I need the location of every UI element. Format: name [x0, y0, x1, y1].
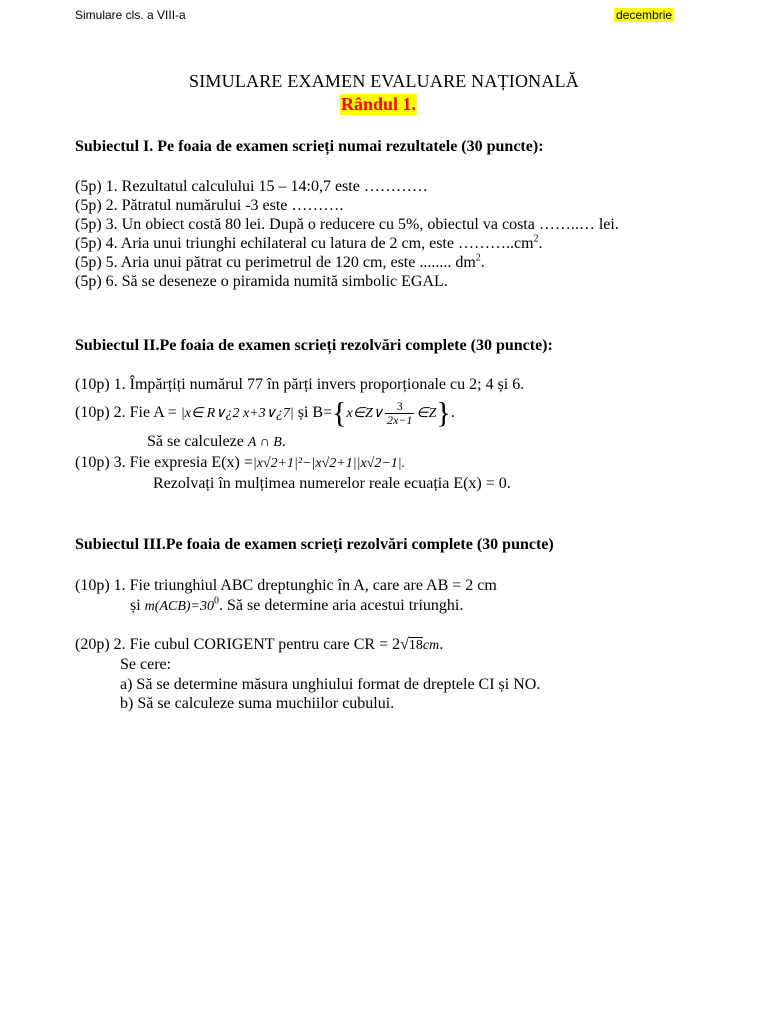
- s2-item-3: [75, 454, 405, 472]
- s2-item-1: (10p) 1. Împărțiți numărul 77 în părți invers proporționale cu 2; 4 și 6.: [75, 376, 525, 393]
- set-b-suffix: ∈Z: [416, 406, 437, 422]
- s3-item-2-label: (20p) 2. Fie cubul CORIGENT pentru care CR = 2: [75, 636, 401, 653]
- s1-item-5-sup: 2: [475, 252, 481, 264]
- header-right: decembrie: [616, 8, 673, 22]
- s1-item-5-text: (5p) 5. Aria unui pătrat cu perimetrul de 120 cm, este ........ dm: [75, 254, 476, 271]
- set-b-prefix: x∈Z∨: [346, 406, 383, 422]
- s3-item-2: (20p) 2. Fie cubul CORIGENT pentru care CR = 2√18cm.: [75, 636, 444, 653]
- s3-item-2-intro: Se cere:: [120, 656, 172, 673]
- s3-item-2-b: b) Să se calculeze suma muchiilor cubului.: [120, 695, 395, 712]
- set-a-expr: |x∈ R∨¿2 x+3∨¿7|: [180, 406, 294, 422]
- s3-item-2-a: a) Să se determine măsura unghiului format de dreptele CI și NO.: [120, 676, 541, 693]
- degree-sup: 0: [214, 595, 219, 607]
- s1-item-5-tail: .: [480, 254, 485, 271]
- sqrt-icon: √: [400, 636, 409, 653]
- s1-item-5: [75, 254, 485, 272]
- s2-heading: Subiectul II.Pe foaia de examen scrieți rezolvări complete (30 puncte):: [75, 337, 553, 354]
- s1-item-3: (5p) 3. Un obiect costă 80 lei. După o reducere cu 5%, obiectul va costa ……..… lei.: [75, 216, 619, 233]
- header-left: Simulare cls. a VIII-a: [75, 8, 186, 22]
- s2-item-3-task: Rezolvați în mulțimea numerelor reale ecuația E(x) = 0.: [153, 475, 511, 492]
- s2-item-2-calc-text: Să se calculeze: [147, 433, 248, 450]
- page-subtitle: Rândul 1.: [341, 94, 417, 114]
- intersection-expr: A ∩ B: [247, 435, 282, 450]
- left-brace-icon: {: [332, 396, 347, 430]
- s3-item-1-and: și: [130, 597, 145, 614]
- s2-item-2-label: (10p) 2. Fie A =: [75, 404, 181, 422]
- s1-item-6: (5p) 6. Să se deseneze o piramida numită simbolic EGAL.: [75, 273, 448, 290]
- s3-item-1-task: . Să se determine aria acestui triunghi.: [219, 597, 464, 614]
- unit-cm: cm: [422, 638, 440, 653]
- right-brace-icon: }: [436, 396, 451, 430]
- s2-item-2-calc: Să se calculeze A ∩ B.: [147, 433, 286, 450]
- s3-item-1-angle: [130, 597, 463, 615]
- s3-item-1: (10p) 1. Fie triunghiul ABC dreptunghic în A, care are AB = 2 cm: [75, 577, 497, 594]
- s1-item-4-text: (5p) 4. Aria unui triunghi echilateral cu latura de 2 cm, este ………..cm: [75, 235, 534, 252]
- page-title: SIMULARE EXAMEN EVALUARE NAȚIONALĂ: [189, 71, 579, 91]
- fraction-denominator: 2x−1: [386, 413, 413, 427]
- s1-item-4-sup: 2: [533, 233, 539, 245]
- fraction-numerator: 3: [385, 400, 414, 414]
- s2-item-3-label: (10p) 3. Fie expresia E(x) =: [75, 454, 253, 471]
- s3-heading: Subiectul III.Pe foaia de examen scrieți rezolvări complete (30 puncte): [75, 536, 554, 553]
- expression-e: |x√2+1|²−|x√2+1||x√2−1|.: [252, 456, 406, 471]
- s2-item-2-and: și B=: [293, 404, 333, 422]
- s1-item-1: (5p) 1. Rezultatul calculului 15 – 14:0,7 este …………: [75, 178, 428, 195]
- set-b-fraction: [385, 400, 414, 427]
- s1-heading: Subiectul I. Pe foaia de examen scrieți numai rezultatele (30 puncte):: [75, 138, 544, 155]
- s1-item-4: (5p) 4. Aria unui triunghi echilateral cu latura de 2 cm, este $\dots\dots\dots..cm^2$.: [75, 233, 543, 252]
- radicand: 18: [408, 638, 423, 653]
- s2-item-2: (10p) 2. Fie A = |x∈ R∨¿2 x+3∨¿7| și B={x∈Z∨ $\frac{3}{2x-1}$ ∈Z}.: [75, 396, 455, 430]
- s1-item-2: (5p) 2. Pătratul numărului -3 este ……….: [75, 197, 344, 214]
- angle-expr: m(ACB)=30: [144, 599, 214, 614]
